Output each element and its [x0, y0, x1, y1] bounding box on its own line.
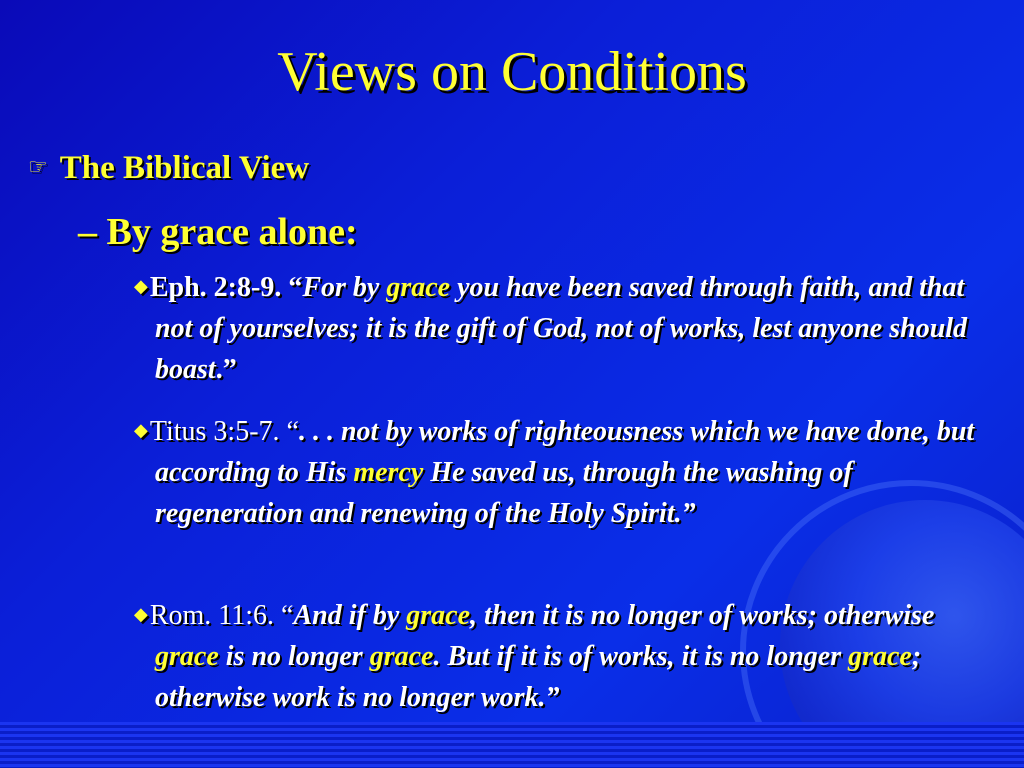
highlight-word: grace [386, 272, 451, 303]
bottom-stripe-bar [0, 722, 1024, 768]
bullet-level1-text: The Biblical View [59, 150, 310, 186]
quote-text: . . . not by works of righteousness which we have done, but according to His [155, 416, 975, 488]
highlight-word: grace [406, 600, 471, 631]
scripture-item-rom [134, 594, 1004, 718]
highlight-word: grace [369, 641, 434, 672]
quote-text: is no longer [218, 641, 370, 672]
highlight-word: mercy [353, 457, 424, 488]
quote-open: “ [279, 416, 299, 447]
quote-open: “ [274, 600, 294, 631]
bullet-level1 [28, 150, 309, 187]
diamond-bullet-icon: ◆ [134, 420, 148, 440]
scripture-reference: Eph. 2:8-9. [149, 272, 282, 303]
quote-text: For by [302, 272, 387, 303]
highlight-word: grace [848, 641, 912, 672]
quote-text: you have been saved through faith, and that not of yourselves; it is the gift of God, not of works, lest anyone should boast [155, 272, 968, 385]
highlight-word: grace [155, 641, 219, 672]
scripture-item-eph [134, 266, 1004, 390]
scripture-reference: Titus 3:5-7. [149, 416, 280, 447]
quote-text: ; otherwise work is no longer work.” [155, 641, 922, 713]
slide-title: Views on Conditions [277, 41, 747, 103]
quote-close: .” [215, 354, 237, 385]
bullet-level2-text: By grace alone: [106, 211, 358, 253]
quote-text: , then it is no longer of works; otherwise [470, 600, 935, 631]
diamond-bullet-icon: ◆ [134, 604, 148, 624]
scripture-reference: Rom. 11:6. [149, 600, 275, 631]
diamond-bullet-icon: ◆ [134, 276, 148, 296]
quote-open: “ [281, 272, 303, 303]
quote-text: And if by [293, 600, 407, 631]
quote-text: . But if it is of works, it is no longer [433, 641, 849, 672]
quote-text: He saved us, through the washing of regeneration and renewing of the Holy Spirit.” [155, 457, 853, 529]
dash-marker: – [78, 211, 97, 253]
bullet-level2 [78, 210, 358, 254]
pointing-hand-icon: ☞ [28, 154, 48, 179]
scripture-item-titus [134, 410, 1004, 534]
